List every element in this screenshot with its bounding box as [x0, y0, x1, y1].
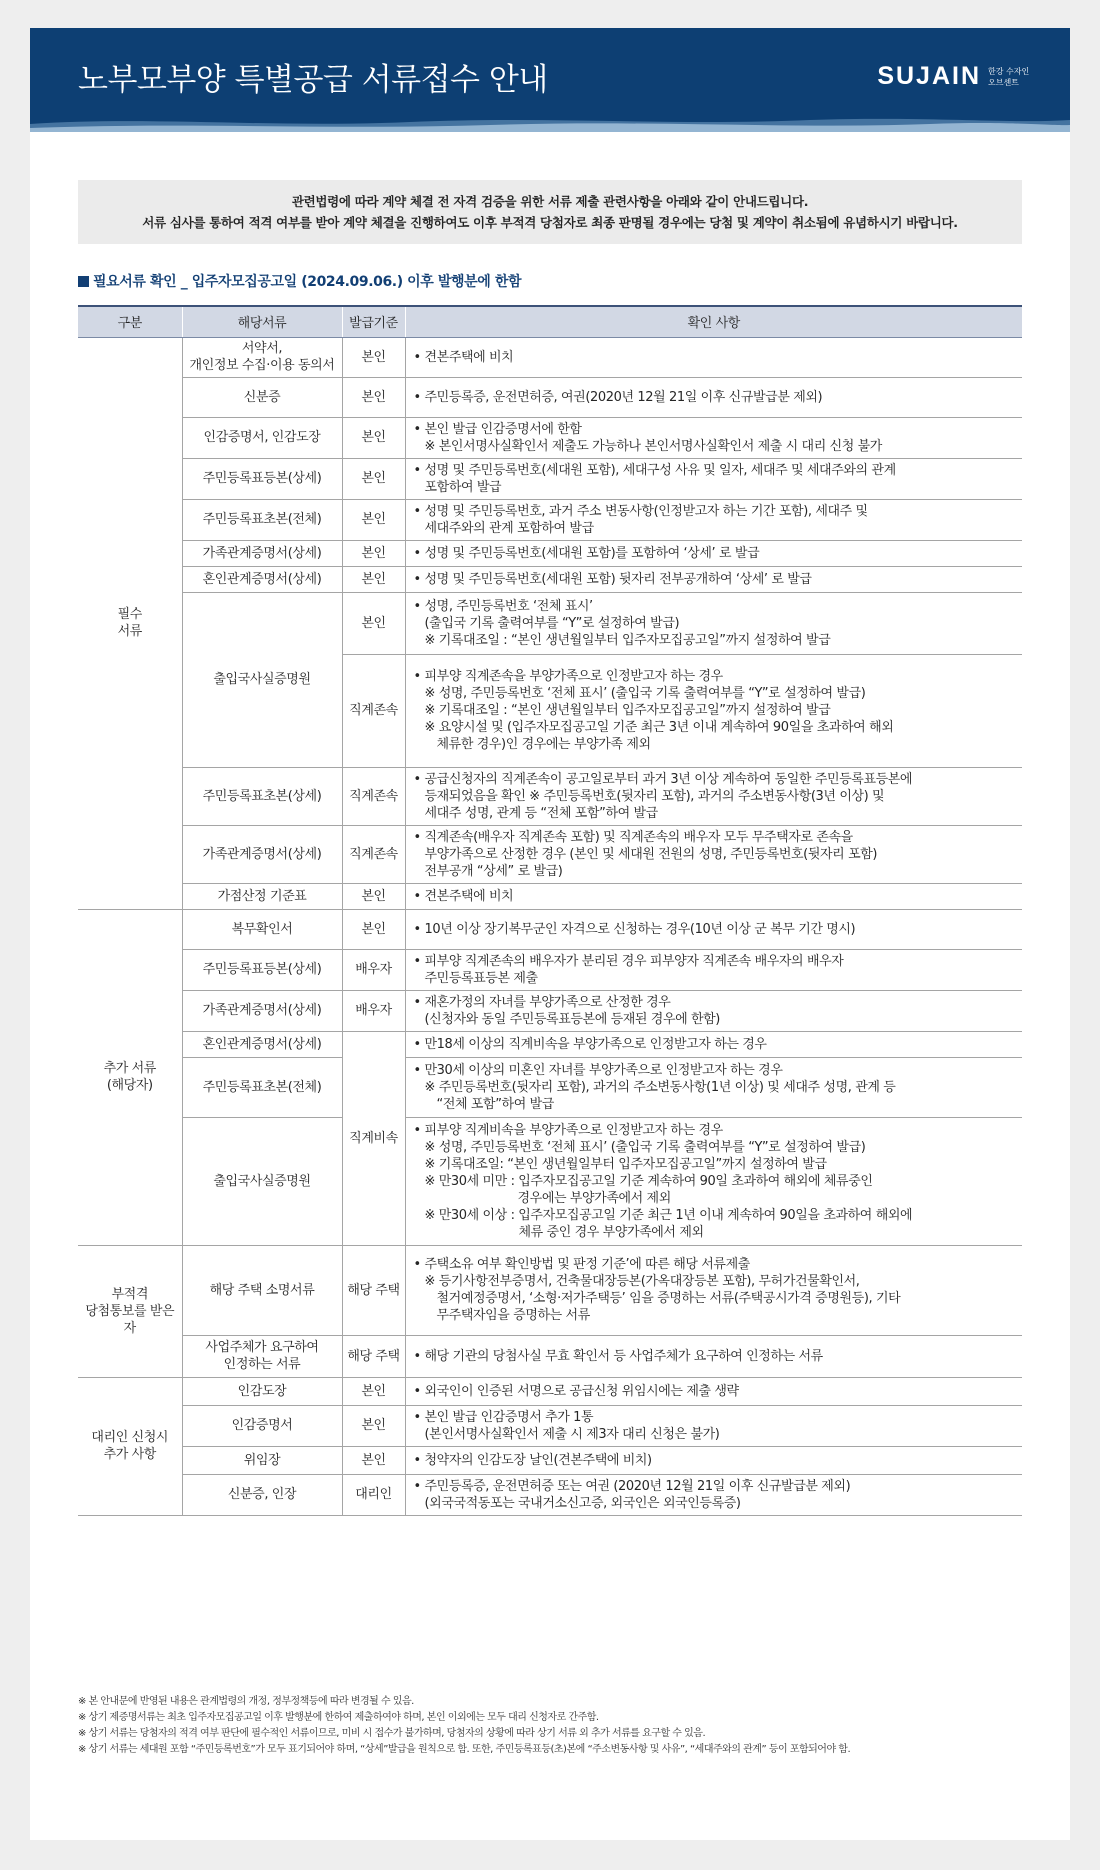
issue-basis: 직계비속 — [342, 1031, 405, 1245]
notice-box — [78, 180, 1022, 244]
detail-line: ※ 주민등록번호(뒷자리 포함), 과거의 주소변동사항(1년 이상) 및 세대주 성명, 관계 등 — [424, 1079, 896, 1095]
section-title — [78, 271, 521, 291]
detail-line: 체류 중인 경우 부양가족에서 제외 — [518, 1224, 704, 1240]
document-name-line: 인정하는 서류 — [223, 1357, 301, 1372]
table-row — [78, 1405, 1022, 1446]
issue-basis: 해당 주택 — [342, 1245, 405, 1335]
detail-line: (출입국 기록 출력여부를 “Y”로 설정하여 발급) — [424, 615, 680, 631]
issue-basis: 본인 — [342, 540, 405, 566]
detail-cell — [405, 592, 1022, 654]
document-name: 복무확인서 — [182, 909, 342, 949]
detail-cell — [405, 377, 1022, 417]
detail-cell — [405, 566, 1022, 592]
detail-line: 체류한 경우)인 경우에는 부양가족 제외 — [436, 737, 651, 752]
detail-line: ※ 기록대조일 : “본인 생년월일부터 입주자모집공고일”까지 설정하여 발급 — [424, 632, 831, 648]
issue-basis: 본인 — [342, 417, 405, 458]
detail-line: 무주택자임을 증명하는 서류 — [436, 1308, 590, 1323]
table-header-row — [78, 306, 1022, 337]
issue-basis: 대리인 — [342, 1474, 405, 1515]
footnote: ※ 상기 서류는 세대원 포함 “주민등록번호”가 모두 표기되어야 하며, “상세”발급을 원칙으로 함. 또한, 주민등록표등(초)본에 “주소변동사항 및 사유”, “세대주와의 관계” 등이 포함되어야 함. — [78, 1744, 851, 1755]
detail-line: • 견본주택에 비치 — [413, 349, 514, 365]
group-label: 서류 — [117, 624, 142, 639]
document-name: 출입국사실증명원 — [182, 1117, 342, 1245]
table-row — [78, 566, 1022, 592]
detail-line: • 외국인이 인증된 서명으로 공급신청 위임시에는 제출 생략 — [413, 1383, 739, 1399]
detail-cell — [405, 990, 1022, 1031]
detail-cell — [405, 767, 1022, 825]
documents-table — [78, 305, 1022, 1516]
detail-line: ※ 성명, 주민등록번호 ‘전체 표시’ (출입국 기록 출력여부를 “Y”로 설정하여 발급) — [424, 686, 866, 701]
detail-line: ※ 기록대조일: “본인 생년월일부터 입주자모집공고일”까지 설정하여 발급 — [424, 1156, 827, 1172]
detail-line: • 본인 발급 인감증명서 추가 1통 — [413, 1409, 594, 1425]
footnote: ※ 상기 제증명서류는 최초 입주자모집공고일 이후 발행분에 한하여 제출하여야 하며, 본인 이외에는 모두 대리 신청자로 간주함. — [78, 1712, 599, 1723]
detail-line: • 피부양 직계존속을 부양가족으로 인정받고자 하는 경우 — [413, 669, 723, 684]
detail-cell — [405, 1446, 1022, 1474]
table-row — [78, 592, 1022, 654]
section-title-text: 필요서류 확인 _ 입주자모집공고일 (2024.09.06.) 이후 발행분에 한함 — [93, 274, 522, 290]
issue-basis: 본인 — [342, 377, 405, 417]
detail-line: • 공급신청자의 직계존속이 공고일로부터 과거 3년 이상 계속하여 동일한 주민등록표등본에 — [413, 771, 913, 787]
table-row — [78, 1377, 1022, 1405]
detail-cell — [405, 458, 1022, 499]
detail-line: • 재혼가정의 자녀를 부양가족으로 산정한 경우 — [413, 994, 671, 1010]
issue-basis: 배우자 — [342, 990, 405, 1031]
table-row — [78, 1057, 1022, 1117]
detail-line: 철거예정증명서, ‘소형·저가주택등’ 임을 증명하는 서류(주택공시가격 증명원등), 기타 — [436, 1291, 901, 1306]
detail-line: • 주민등록증, 운전면허증, 여권(2020년 12월 21일 이후 신규발급분 제외) — [413, 389, 823, 405]
document-name — [182, 337, 342, 377]
document-name: 위임장 — [182, 1446, 342, 1474]
detail-line: 부양가족으로 산정한 경우 (본인 및 세대원 전원의 성명, 주민등록번호(뒷자리 포함) — [424, 846, 878, 862]
group-proxy — [78, 1377, 182, 1515]
table-row — [78, 337, 1022, 377]
detail-line: • 성명 및 주민등록번호, 과거 주소 변동사항(인정받고자 하는 기간 포함), 세대주 및 — [413, 503, 868, 519]
table-row — [78, 417, 1022, 458]
detail-line: ※ 만30세 이상 : 입주자모집공고일 기준 최근 1년 이내 계속하여 90일을 초과하여 해외에 — [424, 1207, 913, 1223]
issue-basis: 본인 — [342, 883, 405, 909]
detail-line: 주민등록표등본 제출 — [424, 970, 538, 986]
detail-cell — [405, 1031, 1022, 1057]
detail-line: • 성명, 주민등록번호 ‘전체 표시’ — [413, 598, 593, 614]
group-label: 당첨통보를 받은 — [85, 1303, 175, 1319]
document-sheet — [30, 28, 1070, 1840]
detail-line: ※ 본인서명사실확인서 제출도 가능하나 본인서명사실확인서 제출 시 대리 신청 불가 — [424, 438, 882, 454]
brand-logo — [877, 62, 1036, 91]
detail-line: (외국국적동포는 국내거소신고증, 외국인은 외국인등록증) — [424, 1495, 741, 1511]
detail-cell — [405, 654, 1022, 767]
footnote: ※ 본 안내문에 반영된 내용은 관계법령의 개정, 정부정책등에 따라 변경될 수 있음. — [78, 1696, 414, 1707]
detail-line: 포함하여 발급 — [424, 479, 502, 495]
table-row — [78, 1446, 1022, 1474]
detail-line: (본인서명사실확인서 제출 시 제3자 대리 신청은 불가) — [424, 1426, 720, 1442]
issue-basis: 직계존속 — [342, 767, 405, 825]
column-header: 확인 사항 — [405, 306, 1022, 337]
notice-line-2: 서류 심사를 통하여 적격 여부를 받아 계약 체결을 진행하여도 이후 부적격 당첨자로 최종 판명될 경우에는 당첨 및 계약이 취소됨에 유념하시기 바랍니다. — [142, 215, 958, 230]
detail-line: • 본인 발급 인감증명서에 한함 — [413, 421, 582, 437]
group-label: 자 — [123, 1320, 136, 1336]
issue-basis: 본인 — [342, 458, 405, 499]
detail-line: 전부공개 “상세” 로 발급) — [424, 863, 563, 879]
detail-line: ※ 요양시설 및 (입주자모집공고일 기준 최근 3년 이내 계속하여 90일을 초과하여 해외 — [424, 720, 894, 735]
detail-line: “전체 포함”하여 발급 — [436, 1096, 554, 1112]
document-name-line: 서약서, — [241, 341, 283, 356]
document-name: 인감증명서 — [182, 1405, 342, 1446]
table-row — [78, 458, 1022, 499]
column-header: 구분 — [78, 306, 182, 337]
issue-basis: 본인 — [342, 1405, 405, 1446]
header-wave-decoration — [30, 114, 1070, 132]
table-row — [78, 990, 1022, 1031]
detail-line: • 해당 기관의 당첨사실 무효 확인서 등 사업주체가 요구하여 인정하는 서류 — [413, 1348, 823, 1364]
group-label: (해당자) — [106, 1078, 153, 1093]
document-name: 주민등록표등본(상세) — [182, 458, 342, 499]
detail-cell — [405, 1335, 1022, 1377]
table-row — [78, 909, 1022, 949]
document-name: 가족관계증명서(상세) — [182, 990, 342, 1031]
issue-basis: 본인 — [342, 1446, 405, 1474]
document-name: 혼인관계증명서(상세) — [182, 566, 342, 592]
detail-line: • 만30세 이상의 미혼인 자녀를 부양가족으로 인정받고자 하는 경우 — [413, 1062, 783, 1078]
issue-basis: 직계존속 — [342, 825, 405, 883]
document-name: 출입국사실증명원 — [182, 592, 342, 767]
column-header: 발급기준 — [342, 306, 405, 337]
detail-line: 세대주 성명, 관계 등 “전체 포함”하여 발급 — [424, 805, 658, 821]
detail-line: • 성명 및 주민등록번호(세대원 포함), 세대구성 사유 및 일자, 세대주 및 세대주와의 관계 — [413, 462, 896, 478]
issue-basis: 본인 — [342, 1377, 405, 1405]
notice-line-1: 관련법령에 따라 계약 체결 전 자격 검증을 위한 서류 제출 관련사항을 아래와 같이 안내드립니다. — [291, 194, 809, 209]
issue-basis: 직계존속 — [342, 654, 405, 767]
group-additional — [78, 909, 182, 1245]
detail-line: 세대주와의 관계 포함하여 발급 — [424, 520, 594, 536]
detail-line: 등재되었음을 확인 ※ 주민등록번호(뒷자리 포함), 과거의 주소변동사항(3년 이상) 및 — [424, 788, 885, 804]
table-row — [78, 1117, 1022, 1245]
table-row — [78, 540, 1022, 566]
footnotes — [78, 1694, 1022, 1758]
document-name: 가족관계증명서(상세) — [182, 540, 342, 566]
detail-line: • 피부양 직계비속을 부양가족으로 인정받고자 하는 경우 — [413, 1122, 723, 1138]
document-name: 혼인관계증명서(상세) — [182, 1031, 342, 1057]
detail-line: ※ 성명, 주민등록번호 ‘전체 표시’ (출입국 기록 출력여부를 “Y”로 설정하여 발급) — [424, 1139, 866, 1155]
group-label: 부적격 — [111, 1286, 148, 1302]
detail-cell — [405, 1245, 1022, 1335]
detail-line: • 피부양 직계존속의 배우자가 분리된 경우 피부양자 직계존속 배우자의 배우자 — [413, 953, 844, 969]
detail-line: 경우에는 부양가족에서 제외 — [517, 1190, 671, 1206]
document-name: 인감도장 — [182, 1377, 342, 1405]
table-row — [78, 377, 1022, 417]
page-title: 노부모부양 특별공급 서류접수 안내 — [78, 62, 548, 98]
issue-basis: 배우자 — [342, 949, 405, 990]
detail-line: • 성명 및 주민등록번호(세대원 포함)를 포함하여 ‘상세’ 로 발급 — [413, 545, 760, 561]
document-name: 신분증, 인장 — [182, 1474, 342, 1515]
document-name: 주민등록표초본(상세) — [182, 767, 342, 825]
group-required — [78, 337, 182, 909]
brand-name: SUJAIN — [877, 62, 981, 90]
detail-cell — [405, 1474, 1022, 1515]
header-banner — [30, 28, 1070, 132]
document-name — [182, 1335, 342, 1377]
document-name: 주민등록표초본(전체) — [182, 499, 342, 540]
issue-basis: 본인 — [342, 499, 405, 540]
table-row — [78, 949, 1022, 990]
document-name-line: 사업주체가 요구하여 — [205, 1340, 319, 1355]
document-name: 주민등록표등본(상세) — [182, 949, 342, 990]
detail-line: • 성명 및 주민등록번호(세대원 포함) 뒷자리 전부공개하여 ‘상세’ 로 발급 — [413, 571, 812, 587]
issue-basis: 본인 — [342, 909, 405, 949]
group-label: 추가 사항 — [103, 1447, 156, 1462]
footnote: ※ 상기 서류는 당첨자의 적격 여부 판단에 필수적인 서류이므로, 미비 시 접수가 불가하며, 당첨자의 상황에 따라 상기 서류 외 추가 서류를 요구할 수 있음. — [78, 1728, 706, 1739]
detail-line: • 만18세 이상의 직계비속을 부양가족으로 인정받고자 하는 경우 — [413, 1036, 767, 1052]
table-row — [78, 1245, 1022, 1335]
issue-basis: 본인 — [342, 566, 405, 592]
detail-cell — [405, 337, 1022, 377]
detail-cell — [405, 825, 1022, 883]
detail-cell — [405, 1405, 1022, 1446]
detail-cell — [405, 1117, 1022, 1245]
document-name: 주민등록표초본(전체) — [182, 1057, 342, 1117]
detail-line: • 견본주택에 비치 — [413, 888, 514, 904]
table-row — [78, 825, 1022, 883]
detail-cell — [405, 949, 1022, 990]
detail-line: • 주민등록증, 운전면허증 또는 여권 (2020년 12월 21일 이후 신규발급분 제외) — [413, 1478, 851, 1494]
document-name: 해당 주택 소명서류 — [182, 1245, 342, 1335]
issue-basis: 본인 — [342, 592, 405, 654]
detail-cell — [405, 417, 1022, 458]
detail-cell — [405, 540, 1022, 566]
table-row — [78, 883, 1022, 909]
detail-line: ※ 만30세 미만 : 입주자모집공고일 기준 계속하여 90일 초과하여 해외에 체류중인 — [424, 1173, 873, 1189]
brand-subtitle: 한강 수자인 오브센트 — [988, 66, 1030, 87]
group-label: 추가 서류 — [103, 1061, 156, 1076]
column-header: 해당서류 — [182, 306, 342, 337]
issue-basis: 본인 — [342, 337, 405, 377]
detail-cell — [405, 909, 1022, 949]
detail-line: • 직계존속(배우자 직계존속 포함) 및 직계존속의 배우자 모두 무주택자로 존속을 — [413, 829, 853, 845]
table-row — [78, 1335, 1022, 1377]
detail-line: ※ 기록대조일 : “본인 생년월일부터 입주자모집공고일”까지 설정하여 발급 — [424, 703, 831, 718]
detail-line: • 주택소유 여부 확인방법 및 판정 기준’에 따른 해당 서류제출 — [413, 1257, 750, 1272]
table-row — [78, 1031, 1022, 1057]
document-name: 가족관계증명서(상세) — [182, 825, 342, 883]
detail-cell — [405, 499, 1022, 540]
group-label: 필수 — [117, 607, 142, 622]
detail-line: ※ 등기사항전부증명서, 건축물대장등본(가옥대장등본 포함), 무허가건물확인서, — [424, 1274, 860, 1289]
detail-cell — [405, 1377, 1022, 1405]
detail-line: • 청약자의 인감도장 날인(견본주택에 비치) — [413, 1452, 652, 1468]
document-name-line: 개인정보 수집·이용 동의서 — [189, 358, 335, 373]
detail-cell — [405, 883, 1022, 909]
document-name: 인감증명서, 인감도장 — [182, 417, 342, 458]
detail-line: (신청자와 동일 주민등록표등본에 등재된 경우에 한함) — [424, 1011, 720, 1027]
document-name: 신분증 — [182, 377, 342, 417]
table-row — [78, 767, 1022, 825]
detail-line: • 10년 이상 장기복무군인 자격으로 신청하는 경우(10년 이상 군 복무 기간 명시) — [413, 921, 856, 937]
table-row — [78, 499, 1022, 540]
square-bullet-icon — [78, 276, 89, 287]
group-ineligible — [78, 1245, 182, 1377]
table-row — [78, 1474, 1022, 1515]
group-label: 대리인 신청시 — [91, 1430, 169, 1445]
detail-cell — [405, 1057, 1022, 1117]
issue-basis: 해당 주택 — [342, 1335, 405, 1377]
document-name: 가점산정 기준표 — [182, 883, 342, 909]
